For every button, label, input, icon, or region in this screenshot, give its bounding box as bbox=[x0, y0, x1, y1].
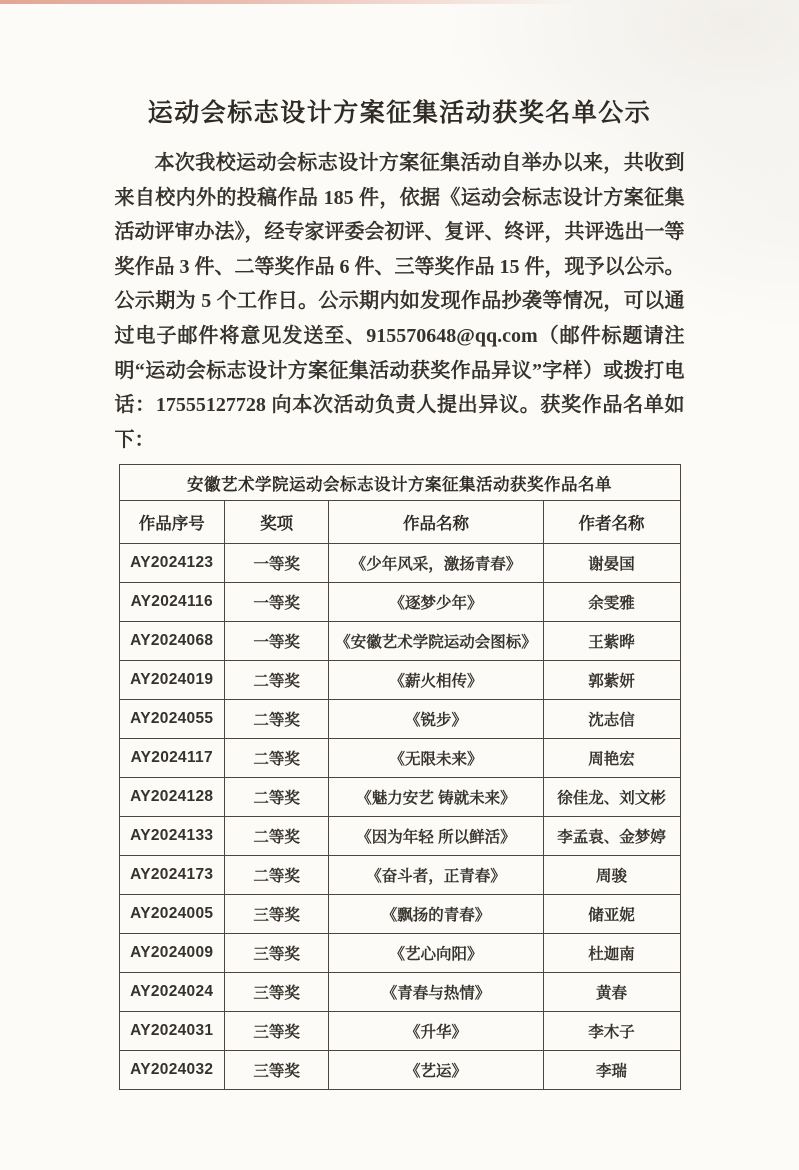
cell-author: 周骏 bbox=[543, 856, 680, 895]
cell-entry-id: AY2024019 bbox=[119, 661, 224, 700]
cell-work-title: 《薪火相传》 bbox=[329, 661, 543, 700]
cell-award: 一等奖 bbox=[224, 583, 328, 622]
cell-author: 余雯雅 bbox=[543, 583, 680, 622]
table-row bbox=[119, 622, 680, 661]
cell-award: 一等奖 bbox=[224, 622, 328, 661]
cell-award: 二等奖 bbox=[224, 778, 328, 817]
table-row bbox=[119, 934, 680, 973]
table-row bbox=[119, 583, 680, 622]
cell-award: 二等奖 bbox=[224, 661, 328, 700]
cell-award: 一等奖 bbox=[224, 544, 328, 583]
cell-work-title: 《艺心向阳》 bbox=[329, 934, 543, 973]
awards-table bbox=[119, 464, 681, 1090]
cell-entry-id: AY2024005 bbox=[119, 895, 224, 934]
cell-award: 三等奖 bbox=[224, 934, 328, 973]
cell-award: 二等奖 bbox=[224, 817, 328, 856]
table-header-row bbox=[119, 501, 680, 544]
col-header-author: 作者名称 bbox=[543, 501, 680, 544]
cell-award: 三等奖 bbox=[224, 895, 328, 934]
cell-author: 周艳宏 bbox=[543, 739, 680, 778]
cell-work-title: 《安徽艺术学院运动会图标》 bbox=[329, 622, 543, 661]
cell-author: 黄春 bbox=[543, 973, 680, 1012]
table-row bbox=[119, 817, 680, 856]
cell-work-title: 《因为年轻 所以鲜活》 bbox=[329, 817, 543, 856]
cell-author: 王紫晔 bbox=[543, 622, 680, 661]
cell-work-title: 《锐步》 bbox=[329, 700, 543, 739]
cell-work-title: 《魅力安艺 铸就未来》 bbox=[329, 778, 543, 817]
table-row bbox=[119, 544, 680, 583]
cell-entry-id: AY2024031 bbox=[119, 1012, 224, 1051]
cell-entry-id: AY2024117 bbox=[119, 739, 224, 778]
table-row bbox=[119, 1012, 680, 1051]
table-row bbox=[119, 856, 680, 895]
cell-entry-id: AY2024032 bbox=[119, 1051, 224, 1090]
announcement-paragraph: 本次我校运动会标志设计方案征集活动自举办以来，共收到来自校内外的投稿作品 185 件，依据《运动会标志设计方案征集活动评审办法》，经专家评委会初评、复评、终评，共评选出一等奖作品 3 件、二等奖作品 6 件、三等奖作品 15 件，现予以公示。公示期为 5 个工作日。公示期内如发现作品抄袭等情况，可以通过电子邮件将意见发送至、915570648@qq.com（邮件标题请注明“运动会标志设计方案征集活动获奖作品异议”字样）或拨打电话：17555127728 向本次活动负责人提出异议。获奖作品名单如下： bbox=[114, 152, 685, 451]
col-header-work-title: 作品名称 bbox=[329, 501, 543, 544]
cell-award: 二等奖 bbox=[224, 700, 328, 739]
cell-author: 郭紫妍 bbox=[543, 661, 680, 700]
cell-author: 李木子 bbox=[543, 1012, 680, 1051]
table-title: 安徽艺术学院运动会标志设计方案征集活动获奖作品名单 bbox=[119, 465, 680, 501]
cell-author: 李瑞 bbox=[543, 1051, 680, 1090]
cell-work-title: 《飘扬的青春》 bbox=[329, 895, 543, 934]
cell-award: 二等奖 bbox=[224, 739, 328, 778]
col-header-entry-id: 作品序号 bbox=[119, 501, 224, 544]
cell-entry-id: AY2024133 bbox=[119, 817, 224, 856]
cell-author: 谢晏国 bbox=[543, 544, 680, 583]
cell-author: 杜迦南 bbox=[543, 934, 680, 973]
cell-author: 沈志信 bbox=[543, 700, 680, 739]
cell-entry-id: AY2024128 bbox=[119, 778, 224, 817]
page-title: 运动会标志设计方案征集活动获奖名单公示 bbox=[147, 99, 652, 127]
cell-award: 三等奖 bbox=[224, 1051, 328, 1090]
table-row bbox=[119, 700, 680, 739]
cell-entry-id: AY2024173 bbox=[119, 856, 224, 895]
table-row bbox=[119, 895, 680, 934]
table-title-row bbox=[119, 465, 680, 501]
cell-work-title: 《奋斗者，正青春》 bbox=[329, 856, 543, 895]
cell-entry-id: AY2024123 bbox=[119, 544, 224, 583]
cell-entry-id: AY2024068 bbox=[119, 622, 224, 661]
cell-author: 储亚妮 bbox=[543, 895, 680, 934]
table-row bbox=[119, 973, 680, 1012]
cell-entry-id: AY2024009 bbox=[119, 934, 224, 973]
cell-work-title: 《青春与热情》 bbox=[329, 973, 543, 1012]
table-row bbox=[119, 1051, 680, 1090]
cell-entry-id: AY2024116 bbox=[119, 583, 224, 622]
cell-work-title: 《无限未来》 bbox=[329, 739, 543, 778]
table-row bbox=[119, 778, 680, 817]
cell-work-title: 《艺运》 bbox=[329, 1051, 543, 1090]
cell-award: 三等奖 bbox=[224, 1012, 328, 1051]
table-row bbox=[119, 661, 680, 700]
cell-work-title: 《升华》 bbox=[329, 1012, 543, 1051]
scan-artifact-line bbox=[0, 0, 799, 4]
cell-entry-id: AY2024055 bbox=[119, 700, 224, 739]
table-row bbox=[119, 739, 680, 778]
cell-author: 徐佳龙、刘文彬 bbox=[543, 778, 680, 817]
cell-work-title: 《逐梦少年》 bbox=[329, 583, 543, 622]
cell-award: 三等奖 bbox=[224, 973, 328, 1012]
table-body bbox=[119, 544, 680, 1090]
col-header-award: 奖项 bbox=[224, 501, 328, 544]
cell-entry-id: AY2024024 bbox=[119, 973, 224, 1012]
cell-work-title: 《少年风采，激扬青春》 bbox=[329, 544, 543, 583]
cell-award: 二等奖 bbox=[224, 856, 328, 895]
cell-author: 李孟袁、金梦婷 bbox=[543, 817, 680, 856]
